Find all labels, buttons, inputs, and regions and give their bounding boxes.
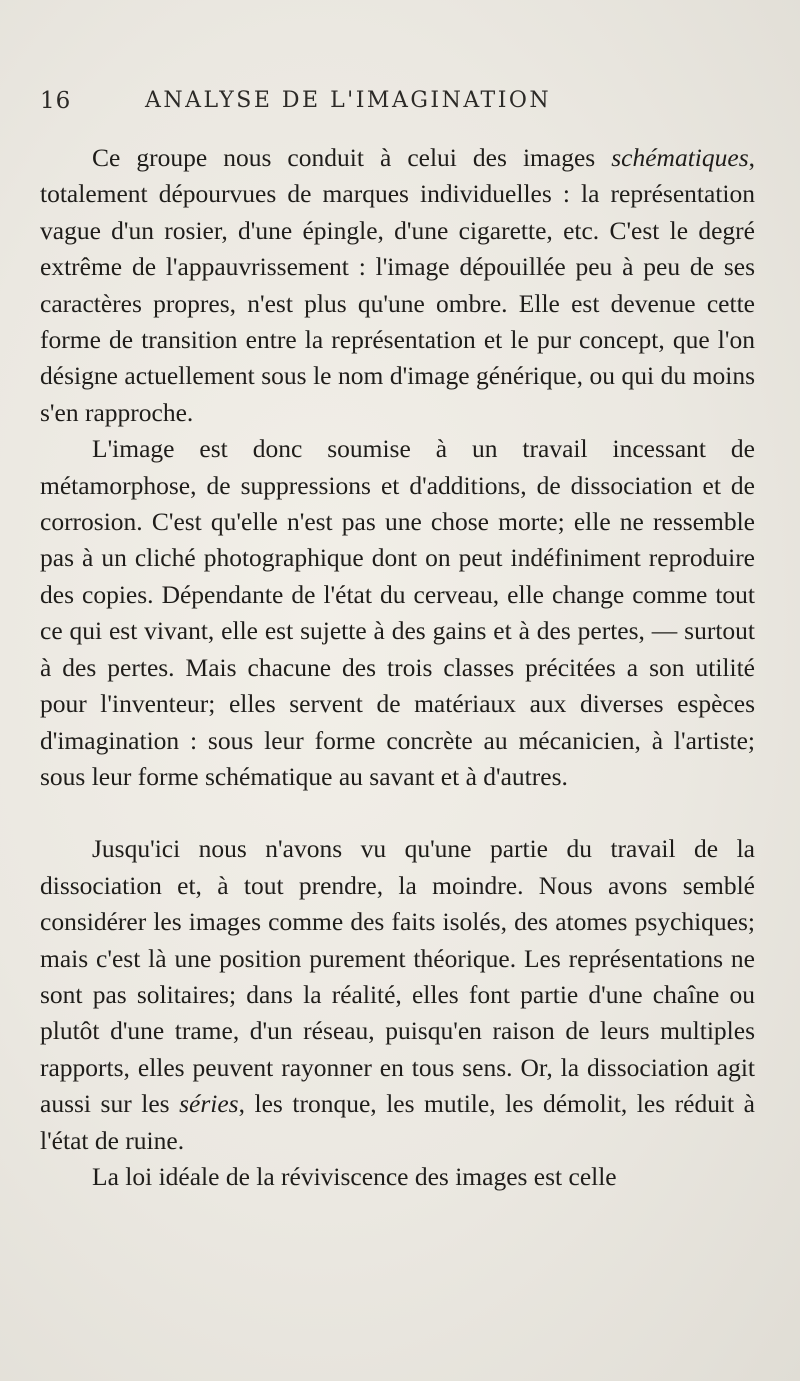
- paragraph-1-text-cont: , totalement dépourvues de marques individuelles : la représentation vague d'un rosier, d'une épingle, d'une cigarette, etc. C'est le degré extrême de l'appauvrissement : l'image dépouillée peu à peu de ses caractères propres, n'est plus qu'une ombre. Elle est devenue cette forme de transition entre la représentation et le pur concept, que l'on désigne actuellement sous le nom d'image générique, ou qui du moins s'en rapproche.: [40, 143, 755, 427]
- paragraph-1-text: Ce groupe nous conduit à celui des images: [92, 143, 612, 172]
- paragraph-2: [40, 431, 755, 795]
- paragraph-3-text-cont: , les tronque, les mutile, les démolit, les réduit à l'état de ruine.: [40, 1089, 755, 1155]
- body-text: [40, 140, 755, 1195]
- running-title: ANALYSE DE L'IMAGINATION: [145, 88, 552, 113]
- paragraph-3-text: Jusqu'ici nous n'avons vu qu'une partie du travail de la dissociation et, à tout prendre, la moindre. Nous avons semblé considérer les images comme des faits isolés, des atomes psychiques; mais c'est là une position purement théorique. Les représentations ne sont pas solitaires; dans la réalité, elles font partie d'une chaîne ou plutôt d'une trame, d'un réseau, puisqu'en raison de leurs multiples rapports, elles peuvent rayonner en tous sens. Or, la dissociation agit aussi sur les: [40, 834, 755, 1119]
- page-header: [40, 88, 760, 128]
- paragraph-3: [40, 831, 755, 1159]
- paragraph-4: [40, 1159, 755, 1195]
- paragraph-1-italic: schématiques: [611, 143, 749, 172]
- page-number: 16: [40, 88, 72, 114]
- paragraph-1: [40, 140, 755, 431]
- paragraph-2-text: L'image est donc soumise à un travail incessant de métamorphose, de suppressions et d'additions, de dissociation et de corrosion. C'est qu'elle n'est pas une chose morte; elle ne ressemble pas à un cliché photographique dont on peut indéfiniment reproduire des copies. Dépendante de l'état du cerveau, elle change comme tout ce qui est vivant, elle est sujette à des gains et à des pertes, — surtout à des pertes. Mais chacune des trois classes précitées a son utilité pour l'inventeur; elles servent de matériaux aux diverses espèces d'imagination : sous leur forme concrète au mécanicien, à l'artiste; sous leur forme schématique au savant et à d'autres.: [40, 434, 755, 791]
- paragraph-4-text: La loi idéale de la réviviscence des images est celle: [92, 1161, 617, 1191]
- paragraph-3-italic: séries: [179, 1089, 239, 1119]
